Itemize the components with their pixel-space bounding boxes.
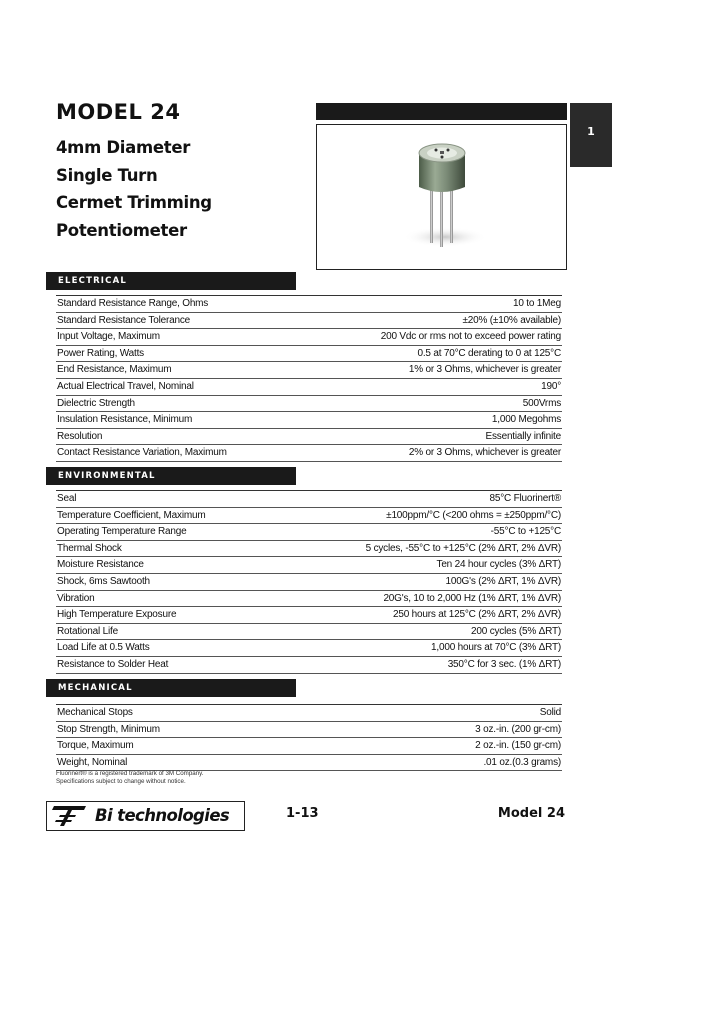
electrical-table [56, 295, 562, 462]
param-value: 500Vrms [522, 397, 561, 409]
table-row [56, 508, 562, 525]
table-row [56, 738, 562, 755]
table-row [56, 396, 562, 413]
param-value: Solid [539, 707, 561, 718]
table-row [56, 412, 562, 429]
param-value: 20G's, 10 to 2,000 Hz (1% ΔRT, 1% ΔVR) [383, 592, 561, 604]
table-row [56, 705, 562, 722]
param-label: Temperature Coefficient, Maximum [57, 509, 206, 521]
table-row [56, 591, 562, 608]
param-label: Operating Temperature Range [57, 526, 187, 538]
section-header-electrical: ELECTRICAL [46, 272, 296, 290]
param-label: Resistance to Solder Heat [57, 658, 169, 670]
product-photo-frame [316, 124, 567, 270]
section-header-mechanical: MECHANICAL [46, 679, 296, 697]
param-value: 10 to 1Meg [512, 298, 561, 309]
subtitle-line-3: Cermet Trimming [56, 193, 212, 212]
title-block [56, 100, 212, 244]
table-row [56, 624, 562, 641]
param-label: Shock, 6ms Sawtooth [57, 575, 150, 587]
param-label: Rotational Life [57, 625, 118, 637]
param-value: 5 cycles, -55°C to +125°C (2% ΔRT, 2% ΔVR) [365, 542, 561, 554]
table-row [56, 329, 562, 346]
environmental-table [56, 490, 562, 674]
table-row [56, 445, 562, 462]
param-label: Weight, Nominal [57, 756, 128, 768]
param-value: 3 oz.-in. (200 gr-cm) [475, 723, 561, 735]
param-value: 100G's (2% ΔRT, 1% ΔVR) [445, 575, 561, 587]
param-value: ±100ppm/°C (<200 ohms = ±250ppm/°C) [386, 509, 561, 521]
param-value: 350°C for 3 sec. (1% ΔRT) [447, 658, 561, 670]
param-label: Insulation Resistance, Minimum [57, 414, 193, 426]
param-label: High Temperature Exposure [57, 609, 177, 621]
param-label: Dielectric Strength [57, 397, 135, 409]
bi-logo-icon [50, 804, 90, 828]
page-number: 1-13 [286, 806, 319, 821]
param-value: 1% or 3 Ohms, whichever is greater [408, 364, 561, 376]
brand-logo-box [46, 801, 245, 831]
footnotes [56, 770, 204, 786]
param-value: 1,000 hours at 70°C (3% ΔRT) [431, 642, 561, 654]
table-row [56, 379, 562, 396]
table-row [56, 557, 562, 574]
table-row [56, 755, 562, 772]
param-label: Actual Electrical Travel, Nominal [57, 380, 194, 392]
param-value: 1,000 Megohms [491, 414, 561, 426]
param-value: .01 oz.(0.3 grams) [483, 756, 561, 768]
table-row [56, 640, 562, 657]
param-label: Mechanical Stops [57, 707, 133, 718]
table-row [56, 722, 562, 739]
param-label: Moisture Resistance [57, 559, 144, 571]
param-label: Resolution [57, 430, 103, 442]
param-value: 200 Vdc or rms not to exceed power rating [380, 331, 561, 343]
param-value: 85°C Fluorinert® [489, 493, 561, 504]
table-row [56, 313, 562, 330]
param-label: Seal [57, 493, 77, 504]
param-label: Input Voltage, Maximum [57, 331, 160, 343]
param-label: Vibration [57, 592, 95, 604]
footnote-trademark: Fluorinert® is a registered trademark of 3M Company. [56, 770, 204, 777]
table-row [56, 296, 562, 313]
param-value: Ten 24 hour cycles (3% ΔRT) [436, 559, 561, 571]
param-value: 2 oz.-in. (150 gr-cm) [475, 740, 561, 752]
param-label: Thermal Shock [57, 542, 122, 554]
param-label: Load Life at 0.5 Watts [57, 642, 150, 654]
param-value: 2% or 3 Ohms, whichever is greater [408, 447, 561, 459]
param-value: 200 cycles (5% ΔRT) [471, 625, 561, 637]
param-value: 0.5 at 70°C derating to 0 at 125°C [417, 347, 561, 359]
param-label: End Resistance, Maximum [57, 364, 172, 376]
model-title: MODEL 24 [56, 100, 181, 124]
table-row [56, 429, 562, 446]
footnote-disclaimer: Specifications subject to change without notice. [56, 778, 186, 785]
section-tab: 1 [570, 103, 612, 167]
footer-model-label: Model 24 [497, 806, 565, 821]
param-label: Stop Strength, Minimum [57, 723, 160, 735]
mechanical-table [56, 704, 562, 771]
param-label: Standard Resistance Range, Ohms [57, 298, 209, 309]
table-row [56, 491, 562, 508]
param-label: Power Rating, Watts [57, 347, 144, 359]
param-value: -55°C to +125°C [490, 526, 561, 538]
table-row [56, 574, 562, 591]
param-value: ±20% (±10% available) [462, 314, 561, 326]
section-header-environmental: ENVIRONMENTAL [46, 467, 296, 485]
photo-header-bar [316, 103, 567, 120]
table-row [56, 607, 562, 624]
brand-name: Bi technologies [95, 806, 230, 825]
table-row [56, 657, 562, 674]
table-row [56, 346, 562, 363]
table-row [56, 524, 562, 541]
subtitle-line-2: Single Turn [56, 165, 158, 185]
table-row [56, 362, 562, 379]
table-row [56, 541, 562, 558]
subtitle-line-1: 4mm Diameter [56, 138, 191, 157]
param-label: Torque, Maximum [57, 740, 134, 752]
param-label: Contact Resistance Variation, Maximum [57, 447, 227, 459]
param-value: Essentially infinite [485, 430, 561, 442]
param-label: Standard Resistance Tolerance [57, 314, 190, 326]
param-value: 190° [541, 380, 561, 392]
subtitle-line-4: Potentiometer [56, 220, 187, 240]
param-value: 250 hours at 125°C (2% ΔRT, 2% ΔVR) [392, 609, 561, 621]
potentiometer-image [317, 125, 566, 269]
